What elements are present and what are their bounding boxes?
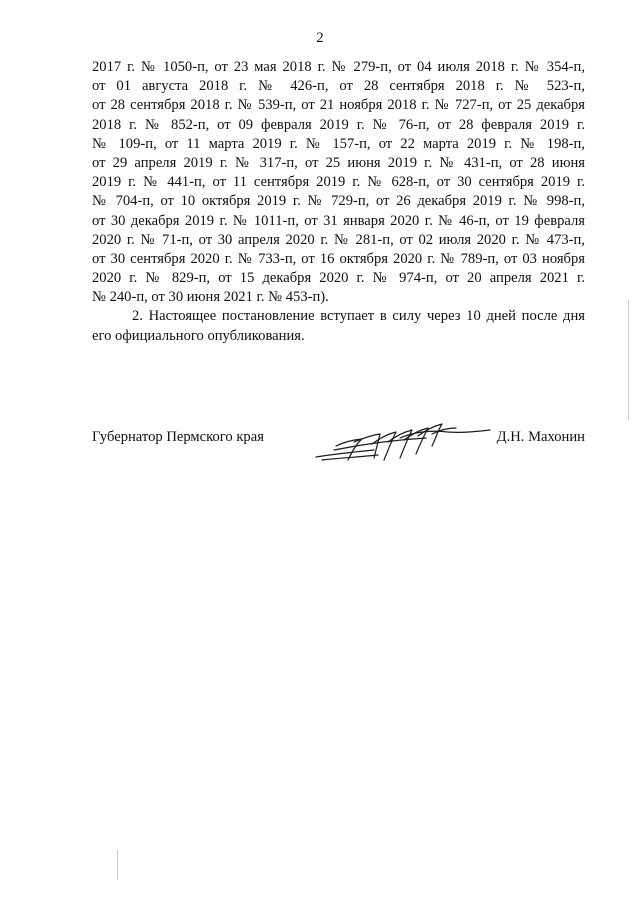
signature-block bbox=[92, 420, 585, 470]
page-number: 2 bbox=[316, 30, 324, 46]
signer-title: Губернатор Пермского края bbox=[92, 429, 264, 445]
text-line: 2020 г. № 71-п, от 30 апреля 2020 г. № 281-п, от 02 июля 2020 г. № 473-п, bbox=[92, 231, 585, 248]
scan-artifact bbox=[117, 850, 118, 880]
document-body bbox=[92, 58, 585, 346]
text-line: 2017 г. № 1050-п, от 23 мая 2018 г. № 279-п, от 04 июля 2018 г. № 354-п, bbox=[92, 59, 585, 75]
text-line: № 109-п, от 11 марта 2019 г. № 157-п, от 22 марта 2019 г. № 198-п, bbox=[92, 135, 585, 152]
text-line: его официального опубликования. bbox=[92, 327, 305, 344]
paragraph-effective-date bbox=[92, 307, 585, 345]
text-line: от 28 сентября 2018 г. № 539-п, от 21 ноября 2018 г. № 727-п, от 25 декабря bbox=[92, 97, 585, 114]
signer-name: Д.Н. Махонин bbox=[496, 429, 585, 445]
text-line: от 30 декабря 2019 г. № 1011-п, от 31 января 2020 г. № 46-п, от 19 февраля bbox=[92, 212, 585, 229]
text-line: от 30 сентября 2020 г. № 733-п, от 16 октября 2020 г. № 789-п, от 03 ноября bbox=[92, 250, 585, 267]
text-line: 2019 г. № 441-п, от 11 сентября 2019 г. № 628-п, от 30 сентября 2019 г. bbox=[92, 174, 585, 191]
text-line: 2. Настоящее постановление вступает в силу через 10 дней после дня bbox=[132, 308, 585, 325]
text-line: № 704-п, от 10 октября 2019 г. № 729-п, от 26 декабря 2019 г. № 998-п, bbox=[92, 193, 585, 210]
paragraph-amendments-list bbox=[92, 58, 585, 307]
scan-artifact bbox=[628, 300, 629, 420]
text-line: № 240-п, от 30 июня 2021 г. № 453-п). bbox=[92, 289, 329, 306]
text-line: 2020 г. № 829-п, от 15 декабря 2020 г. № 974-п, от 20 апреля 2021 г. bbox=[92, 270, 585, 287]
text-line: от 29 апреля 2019 г. № 317-п, от 25 июня 2019 г. № 431-п, от 28 июня bbox=[92, 154, 585, 171]
text-line: от 01 августа 2018 г. № 426-п, от 28 сентября 2018 г. № 523-п, bbox=[92, 78, 585, 95]
text-line: 2018 г. № 852-п, от 09 февраля 2019 г. № 76-п, от 28 февраля 2019 г. bbox=[92, 116, 585, 133]
handwritten-signature bbox=[314, 420, 492, 464]
